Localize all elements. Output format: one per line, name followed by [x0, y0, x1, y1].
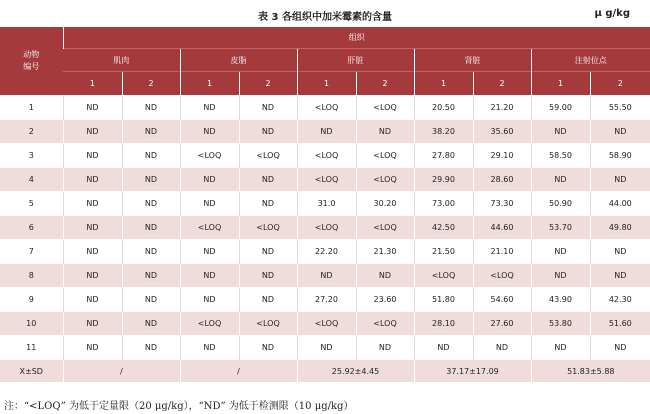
animal-no-cell: 9 [0, 288, 63, 312]
value-cell: 44.60 [473, 216, 531, 240]
value-cell: ND [180, 264, 239, 288]
value-cell: ND [531, 336, 590, 360]
summary-cell: 25.92±4.45 [297, 360, 414, 383]
value-cell: 44.00 [590, 192, 650, 216]
value-cell: ND [63, 288, 122, 312]
value-cell: <LOQ [297, 216, 356, 240]
value-cell: ND [297, 336, 356, 360]
value-cell: ND [590, 336, 650, 360]
value-cell: ND [239, 264, 297, 288]
value-cell: 73.00 [414, 192, 473, 216]
value-cell: ND [531, 120, 590, 144]
value-cell: ND [239, 192, 297, 216]
value-cell: ND [180, 336, 239, 360]
value-cell: ND [297, 264, 356, 288]
value-cell: 27.20 [297, 288, 356, 312]
table-row [0, 264, 650, 288]
value-cell: ND [122, 312, 180, 336]
value-cell: ND [63, 192, 122, 216]
animal-no-cell: 8 [0, 264, 63, 288]
value-cell: <LOQ [356, 312, 414, 336]
footnote: 注：“<LOQ” 为低于定量限（20 μg/kg），“ND” 为低于检测限（10 μg/kg） [4, 401, 354, 412]
value-cell: ND [63, 168, 122, 192]
value-cell: <LOQ [356, 216, 414, 240]
value-cell: ND [63, 120, 122, 144]
value-cell: <LOQ [414, 264, 473, 288]
value-cell: 21.10 [473, 240, 531, 264]
value-cell: 28.60 [473, 168, 531, 192]
value-cell: ND [590, 264, 650, 288]
value-cell: 38.20 [414, 120, 473, 144]
value-cell: ND [297, 120, 356, 144]
value-cell: ND [356, 336, 414, 360]
subcol-header: 1 [63, 72, 122, 96]
value-cell: ND [239, 336, 297, 360]
value-cell: 27.80 [414, 144, 473, 168]
value-cell: ND [122, 336, 180, 360]
table-body [0, 96, 650, 360]
animal-no-header: 动物 编号 [0, 27, 63, 96]
value-cell: ND [239, 240, 297, 264]
value-cell: ND [122, 96, 180, 120]
value-cell: 58.90 [590, 144, 650, 168]
value-cell: ND [122, 192, 180, 216]
value-cell: ND [239, 96, 297, 120]
table-row [0, 312, 650, 336]
value-cell: ND [590, 120, 650, 144]
value-cell: <LOQ [297, 168, 356, 192]
value-cell: 21.30 [356, 240, 414, 264]
value-cell: 23.60 [356, 288, 414, 312]
value-cell: 31.0 [297, 192, 356, 216]
value-cell: 49.80 [590, 216, 650, 240]
value-cell: ND [63, 336, 122, 360]
value-cell: ND [356, 264, 414, 288]
value-cell: <LOQ [239, 216, 297, 240]
unit-label: μ g/kg [594, 8, 630, 19]
value-cell: <LOQ [180, 144, 239, 168]
table-row [0, 96, 650, 120]
subcol-header: 2 [473, 72, 531, 96]
value-cell: ND [414, 336, 473, 360]
value-cell: ND [180, 240, 239, 264]
subcol-header: 2 [239, 72, 297, 96]
value-cell: ND [531, 168, 590, 192]
group-header-fat: 皮脂 [180, 49, 297, 72]
value-cell: ND [122, 288, 180, 312]
table-row [0, 168, 650, 192]
summary-cell: 51.83±5.88 [531, 360, 650, 383]
animal-no-cell: 2 [0, 120, 63, 144]
subcol-header: 1 [531, 72, 590, 96]
value-cell: <LOQ [297, 96, 356, 120]
table-row [0, 144, 650, 168]
table-row [0, 240, 650, 264]
value-cell: 51.80 [414, 288, 473, 312]
value-cell: ND [63, 144, 122, 168]
value-cell: ND [63, 96, 122, 120]
subcol-header: 2 [356, 72, 414, 96]
animal-no-cell: 4 [0, 168, 63, 192]
value-cell: ND [63, 240, 122, 264]
value-cell: <LOQ [180, 216, 239, 240]
value-cell: ND [239, 288, 297, 312]
value-cell: ND [180, 288, 239, 312]
value-cell: ND [63, 264, 122, 288]
value-cell: 21.20 [473, 96, 531, 120]
value-cell: 50.90 [531, 192, 590, 216]
value-cell: 58.50 [531, 144, 590, 168]
animal-no-cell: 1 [0, 96, 63, 120]
value-cell: ND [590, 240, 650, 264]
animal-no-cell: 11 [0, 336, 63, 360]
group-header-kidney: 肾脏 [414, 49, 531, 72]
summary-label: X±SD [0, 360, 63, 383]
value-cell: ND [122, 240, 180, 264]
value-cell: 55.50 [590, 96, 650, 120]
group-header-muscle: 肌肉 [63, 49, 180, 72]
value-cell: ND [63, 312, 122, 336]
value-cell: 29.90 [414, 168, 473, 192]
table-row [0, 192, 650, 216]
value-cell: 35.60 [473, 120, 531, 144]
tissue-header: 组织 [63, 27, 650, 49]
value-cell: 29.10 [473, 144, 531, 168]
value-cell: ND [122, 168, 180, 192]
value-cell: <LOQ [356, 168, 414, 192]
value-cell: 28.10 [414, 312, 473, 336]
animal-no-cell: 3 [0, 144, 63, 168]
value-cell: ND [590, 168, 650, 192]
value-cell: 59.00 [531, 96, 590, 120]
value-cell: ND [473, 336, 531, 360]
value-cell: 51.60 [590, 312, 650, 336]
subcol-header: 2 [590, 72, 650, 96]
value-cell: 20.50 [414, 96, 473, 120]
subcol-header: 1 [414, 72, 473, 96]
value-cell: 27.60 [473, 312, 531, 336]
value-cell: 42.50 [414, 216, 473, 240]
value-cell: ND [531, 264, 590, 288]
value-cell: ND [180, 168, 239, 192]
subcol-header: 2 [122, 72, 180, 96]
value-cell: 54.60 [473, 288, 531, 312]
value-cell: 53.80 [531, 312, 590, 336]
value-cell: <LOQ [473, 264, 531, 288]
value-cell: ND [180, 96, 239, 120]
value-cell: 43.90 [531, 288, 590, 312]
value-cell: <LOQ [356, 144, 414, 168]
value-cell: ND [180, 192, 239, 216]
value-cell: 42.30 [590, 288, 650, 312]
value-cell: ND [122, 120, 180, 144]
table-title: 表 3 各组织中加米霉素的含量 [258, 12, 392, 23]
group-header-liver: 肝脏 [297, 49, 414, 72]
value-cell: <LOQ [297, 312, 356, 336]
value-cell: ND [239, 168, 297, 192]
summary-cell: 37.17±17.09 [414, 360, 531, 383]
summary-cell: / [63, 360, 180, 383]
animal-no-cell: 7 [0, 240, 63, 264]
value-cell: <LOQ [239, 144, 297, 168]
value-cell: ND [122, 264, 180, 288]
value-cell: ND [63, 216, 122, 240]
value-cell: 30.20 [356, 192, 414, 216]
table-row [0, 336, 650, 360]
value-cell: 73.30 [473, 192, 531, 216]
value-cell: ND [122, 144, 180, 168]
value-cell: 22.20 [297, 240, 356, 264]
value-cell: 53.70 [531, 216, 590, 240]
subcol-header: 1 [180, 72, 239, 96]
animal-no-cell: 5 [0, 192, 63, 216]
animal-no-cell: 6 [0, 216, 63, 240]
group-header-injection-site: 注射位点 [531, 49, 650, 72]
table-row [0, 288, 650, 312]
table-row [0, 120, 650, 144]
summary-cell: / [180, 360, 297, 383]
value-cell: ND [180, 120, 239, 144]
residue-table [0, 27, 650, 382]
value-cell: ND [239, 120, 297, 144]
value-cell: <LOQ [180, 312, 239, 336]
value-cell: <LOQ [239, 312, 297, 336]
value-cell: <LOQ [356, 96, 414, 120]
subcol-header: 1 [297, 72, 356, 96]
value-cell: <LOQ [297, 144, 356, 168]
value-cell: ND [356, 120, 414, 144]
summary-row [0, 360, 650, 383]
value-cell: ND [531, 240, 590, 264]
table-row [0, 216, 650, 240]
value-cell: 21.50 [414, 240, 473, 264]
animal-no-cell: 10 [0, 312, 63, 336]
value-cell: ND [122, 216, 180, 240]
